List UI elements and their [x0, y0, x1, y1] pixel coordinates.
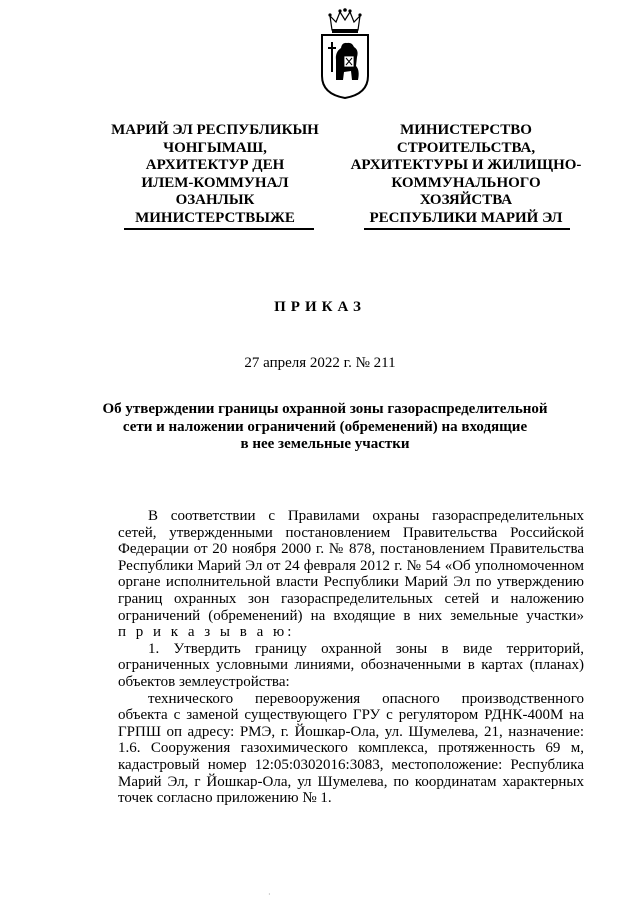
body-line: В соответствии с Правилами охраны газораспределительных — [148, 508, 584, 524]
body-line: сетей, утвержденными постановлением Правительства Российской — [118, 524, 584, 541]
body-line: Федерации от 20 ноября 2000 г. № 878, постановлением Правительства — [118, 541, 584, 558]
body-line: границ охранных зон газораспределительных сетей и наложению — [118, 590, 584, 607]
body-line: технического перевооружения опасного производственного — [148, 690, 584, 707]
body-line: объекта с заменой существующего ГРУ с регулятором РДНК-400М на — [118, 707, 584, 724]
body-line: 1. Утвердить границу охранной зоны в виде территорий, — [148, 640, 584, 657]
header-right-line: ХОЗЯЙСТВА — [419, 192, 513, 208]
body-line: Марий Эл, г Йошкар-Ола, ул Шумелева, по координатам характерных — [118, 773, 584, 790]
header-ministry-russian — [346, 122, 586, 230]
header-right-line: СТРОИТЕЛЬСТВА, — [396, 139, 536, 156]
header-left-line: МИНИСТЕРСТВЫЖЕ — [135, 209, 295, 226]
body-line: объектов землеустройства: — [118, 673, 290, 690]
body-line: 1.6. Сооружения газохимического комплекса, протяженность 69 м, — [118, 740, 584, 757]
order-subject — [90, 401, 560, 454]
header-ministry-mari — [110, 122, 320, 230]
header-left-line: ЧОНГЫМАШ, — [163, 139, 267, 156]
header-right-rule — [364, 228, 570, 230]
body-line: ограниченных условными линиями, обозначенными в картах (планах) — [118, 657, 584, 674]
body-line: ограничений (обременений) на входящие в них земельные участки» — [118, 607, 584, 624]
header-right-line: РЕСПУБЛИКИ МАРИЙ ЭЛ — [369, 209, 563, 226]
header-right-line: МИНИСТЕРСТВО — [400, 122, 532, 138]
body-line: ГРПШ оп адресу: РМЭ, г. Йошкар-Ола, ул. Шумелева, 21, назначение: — [118, 723, 584, 740]
body-line-order-verb: п р и к а з ы в а ю: — [118, 624, 295, 641]
order-body — [118, 508, 584, 807]
body-line: Республики Марий Эл от 24 февраля 2012 г. № 54 «Об уполномоченном — [118, 557, 584, 574]
subject-line: сети и наложении ограничений (обременений) на входящие — [122, 418, 528, 435]
body-line: органе исполнительной власти Республики Марий Эл по утверждению — [118, 574, 584, 591]
subject-line: в нее земельные участки — [240, 436, 410, 452]
header-left-line: АРХИТЕКТУР ДЕН — [145, 157, 285, 173]
header-right-line: АРХИТЕКТУРЫ И ЖИЛИЩНО- — [350, 157, 582, 173]
header-left-line: ИЛЕМ-КОММУНАЛ — [141, 174, 289, 191]
header-right-line: КОММУНАЛЬНОГО — [391, 174, 541, 191]
body-line: кадастровый номер 12:05:0302016:3083, местоположение: Республика — [118, 756, 584, 773]
order-title: ПРИКАЗ — [274, 299, 366, 315]
body-line: точек согласно приложению № 1. — [118, 790, 332, 807]
order-date-number: 27 апреля 2022 г. № 211 — [244, 355, 396, 371]
header-left-line: ОЗАНЛЫК — [175, 192, 255, 208]
header-left-rule — [124, 228, 314, 230]
coat-of-arms-icon — [318, 8, 372, 100]
scan-mark: · — [268, 890, 271, 899]
subject-line: Об утверждении границы охранной зоны газораспределительной — [102, 401, 548, 417]
header-left-line: МАРИЙ ЭЛ РЕСПУБЛИКЫН — [111, 122, 319, 138]
